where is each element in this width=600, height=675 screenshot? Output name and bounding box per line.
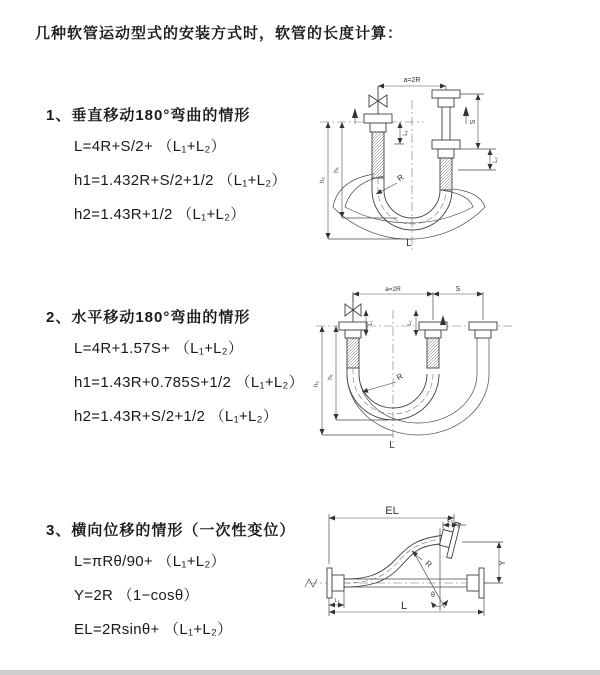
leader-r: [376, 183, 397, 194]
hose-wall-alt: [347, 346, 489, 435]
dim-label-l: L: [389, 440, 395, 451]
pipe-stub: [477, 338, 489, 346]
formula-line: h1=1.432R+S/2+1/2 （L₁+L₂）: [74, 172, 287, 189]
flange-hub: [332, 575, 344, 591]
valve-icon: [345, 304, 353, 316]
dim-label-l: L: [400, 600, 408, 612]
hose-wall-alt: [359, 346, 477, 423]
dim-label-r: R: [395, 172, 406, 184]
dim-label-h2: h₂: [319, 176, 326, 184]
flange-hub: [438, 98, 454, 107]
tilted-flange-group: [437, 520, 460, 559]
angle-arc: [431, 600, 448, 607]
hose-wall-alt: [345, 176, 473, 223]
formula-line: EL=2Rsinθ+ （L₁+L₂）: [74, 621, 233, 638]
dim-label-l1: L₁: [403, 130, 409, 136]
ext-line: [329, 514, 454, 564]
braided-hose: [440, 158, 452, 190]
flange-hub: [475, 330, 491, 338]
formula-line: h2=1.43R+S/2+1/2 （L₁+L₂）: [74, 408, 279, 425]
break-mark: [305, 579, 317, 587]
hose-wall: [344, 543, 447, 587]
dim-label-r: R: [423, 558, 434, 570]
hose-wall-alt: [333, 174, 485, 239]
dim-label-h2: h₂: [313, 380, 320, 388]
diagram-vertical-180: [312, 70, 600, 265]
flange: [432, 90, 460, 98]
scan-edge: [0, 670, 600, 675]
section-heading: 1、垂直移动180°弯曲的情形: [46, 107, 251, 124]
dim-label-l2: L₂: [407, 320, 413, 326]
dim-label-y: Y: [498, 560, 507, 566]
formula-line: h1=1.43R+0.785S+1/2 （L₁+L₂）: [74, 374, 304, 391]
flange-hub: [425, 330, 441, 338]
formula-line: Y=2R （1−cosθ）: [74, 587, 199, 604]
formula-line: L=4R+1.57S+ （L₁+L₂）: [74, 340, 244, 357]
formula-line: h2=1.43R+1/2 （L₁+L₂）: [74, 206, 246, 223]
dim-label-s: S: [455, 286, 461, 293]
dim-label-l2: L₂: [447, 518, 453, 524]
valve-icon: [378, 95, 387, 107]
flange: [364, 114, 392, 123]
flange: [469, 322, 497, 330]
valve-icon: [353, 304, 361, 316]
dim-label-h1: h₁: [333, 167, 340, 173]
dim-label-l1: L₁: [334, 598, 340, 604]
section-heading: 3、横向位移的情形（一次性变位）: [46, 522, 296, 539]
dim-label-a2r: a=2R: [385, 286, 401, 293]
flange: [327, 568, 332, 598]
dim-label-h1: h₁: [327, 374, 334, 380]
page-title: 几种软管运动型式的安装方式时，软管的长度计算：: [35, 25, 404, 42]
diagram-horizontal-180: [308, 282, 598, 457]
dim-label-l: L: [406, 238, 412, 249]
dim-label-l1: L₁: [368, 320, 374, 326]
formula-line: L=πRθ/90+ （L₁+L₂）: [74, 553, 226, 570]
leader-r: [362, 382, 396, 392]
dim-label-l2: L₂: [493, 157, 499, 163]
flange: [432, 140, 460, 149]
flange-hub: [467, 575, 479, 591]
flange-hub: [345, 330, 361, 338]
ext-line: [353, 292, 483, 320]
hose-centerline: [378, 178, 446, 224]
formula-line: L=4R+S/2+ （L₁+L₂）: [74, 138, 226, 155]
dim-label-a2r: a=2R: [403, 77, 421, 84]
braided-hose: [372, 132, 384, 178]
section-horizontal-180: [46, 306, 326, 439]
braided-hose: [427, 338, 439, 368]
diagram-lateral-displacement: [300, 498, 600, 656]
flange: [479, 568, 484, 598]
section-heading: 2、水平移动180°弯曲的情形: [46, 309, 251, 326]
flange: [339, 322, 367, 330]
braided-hose: [347, 338, 359, 368]
flange-hub: [438, 149, 454, 158]
movement-arrow: [440, 315, 446, 325]
dim-label-r: R: [394, 371, 405, 383]
flange-hub: [370, 123, 386, 132]
valve-icon: [369, 95, 378, 107]
dim-label-s: S: [470, 119, 477, 125]
pipe: [442, 107, 450, 140]
section-lateral-displacement: [46, 519, 326, 652]
dim-label-theta: θ: [431, 592, 435, 599]
dim-label-el: EL: [385, 505, 399, 517]
section-vertical-180: [46, 104, 326, 237]
